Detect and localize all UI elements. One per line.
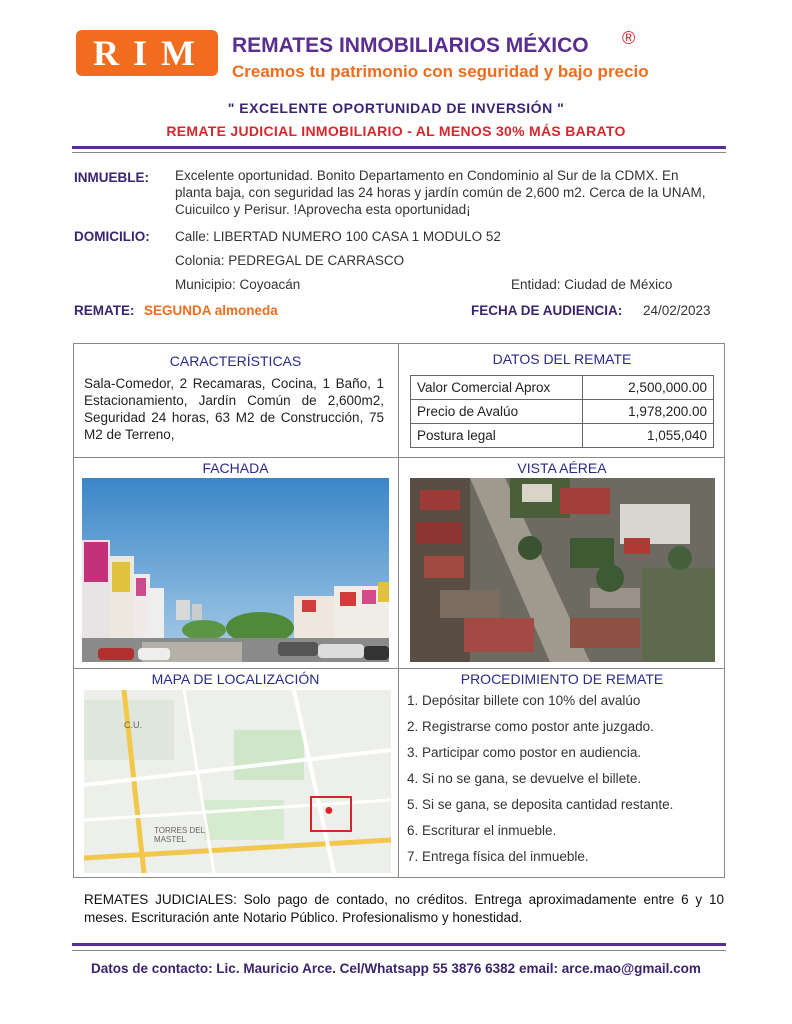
caracteristicas-title: CARACTERÍSTICAS <box>169 353 302 369</box>
table-row <box>411 400 714 424</box>
procedimiento-step: 5. Si se gana, se deposita cantidad restante. <box>407 797 674 812</box>
vista-aerea-photo <box>410 478 715 662</box>
map-label-torres: TORRES DEL MASTEL <box>154 826 205 844</box>
contact-info: Datos de contacto: Lic. Mauricio Arce. Cel/Whatsapp 55 3876 6382 email: arce.mao@gmail.com <box>91 961 701 976</box>
remate-value: SEGUNDA almoneda <box>144 303 278 318</box>
procedimiento-step: 2. Registrarse como postor ante juzgado. <box>407 719 654 734</box>
datos-remate-table <box>410 375 714 448</box>
caracteristicas-text: Sala-Comedor, 2 Recamaras, Cocina, 1 Baño, 1 Estacionamiento, Jardín Común de 2,600m2, Seguridad 24 horas, 63 M2 de Construcción, 75 M2 de Terreno, <box>84 376 384 442</box>
domicilio-municipio: Municipio: Coyoacán <box>175 277 301 292</box>
table-row <box>411 424 714 448</box>
mapa-title: MAPA DE LOCALIZACIÓN <box>151 671 320 687</box>
table-row <box>411 376 714 400</box>
registered-mark: ® <box>622 28 636 48</box>
headline-remate: REMATE JUDICIAL INMOBILIARIO - AL MENOS 30% MÁS BARATO <box>166 123 626 139</box>
datos-label: Postura legal <box>411 424 583 448</box>
inmueble-label: INMUEBLE: <box>74 170 149 185</box>
grid-divider-2 <box>73 668 725 669</box>
domicilio-label: DOMICILIO: <box>74 229 150 244</box>
grid-vertical-divider <box>398 343 399 878</box>
domicilio-entidad: Entidad: Ciudad de México <box>511 277 673 292</box>
vista-aerea-title: VISTA AÉREA <box>517 460 607 476</box>
location-map[interactable] <box>84 690 391 873</box>
brand-tagline: Creamos tu patrimonio con seguridad y bajo precio <box>232 62 649 81</box>
datos-value: 2,500,000.00 <box>583 376 714 400</box>
brand-name: REMATES INMOBILIARIOS MÉXICO <box>232 34 589 57</box>
rim-logo: RIM <box>76 30 218 76</box>
fachada-photo <box>82 478 389 662</box>
map-label-cu: C.U. <box>124 720 142 730</box>
datos-remate-title: DATOS DEL REMATE <box>492 351 632 367</box>
fecha-audiencia-label: FECHA DE AUDIENCIA: <box>471 303 623 318</box>
datos-label: Valor Comercial Aprox <box>411 376 583 400</box>
inmueble-description: Excelente oportunidad. Bonito Departamento en Condominio al Sur de la CDMX. En planta baja, con seguridad las 24 horas y jardín común de 2,600 m2. Cerca de la UNAM, Cuicuilco y Perisur. !Aprovecha esta oportunidad¡ <box>175 168 706 217</box>
remate-label: REMATE: <box>74 303 135 318</box>
divider-top-thin <box>72 152 726 153</box>
map-pin-icon: ● <box>324 802 334 819</box>
headline-opportunity: " EXCELENTE OPORTUNIDAD DE INVERSIÓN " <box>227 100 565 116</box>
fecha-audiencia-value: 24/02/2023 <box>643 303 711 318</box>
divider-top <box>72 146 726 149</box>
grid-divider-1 <box>73 457 725 458</box>
footer-note: REMATES JUDICIALES: Solo pago de contado, no créditos. Entrega aproximadamente entre 6 y 10 meses. Escrituración ante Notario Público. Profesionalismo y honestidad. <box>84 892 724 925</box>
procedimiento-step: 3. Participar como postor en audiencia. <box>407 745 642 760</box>
fachada-title: FACHADA <box>202 460 269 476</box>
procedimiento-step: 4. Si no se gana, se devuelve el billete. <box>407 771 642 786</box>
datos-label: Precio de Avalúo <box>411 400 583 424</box>
datos-value: 1,978,200.00 <box>583 400 714 424</box>
procedimiento-step: 7. Entrega física del inmueble. <box>407 849 589 864</box>
datos-value: 1,055,040 <box>583 424 714 448</box>
domicilio-colonia: Colonia: PEDREGAL DE CARRASCO <box>175 253 405 268</box>
divider-bottom-thin <box>72 950 726 951</box>
procedimiento-step: 1. Depósitar billete con 10% del avalúo <box>407 693 641 708</box>
procedimiento-title: PROCEDIMIENTO DE REMATE <box>460 671 664 687</box>
domicilio-calle: Calle: LIBERTAD NUMERO 100 CASA 1 MODULO 52 <box>175 229 501 244</box>
divider-bottom <box>72 943 726 946</box>
procedimiento-step: 6. Escriturar el inmueble. <box>407 823 557 838</box>
